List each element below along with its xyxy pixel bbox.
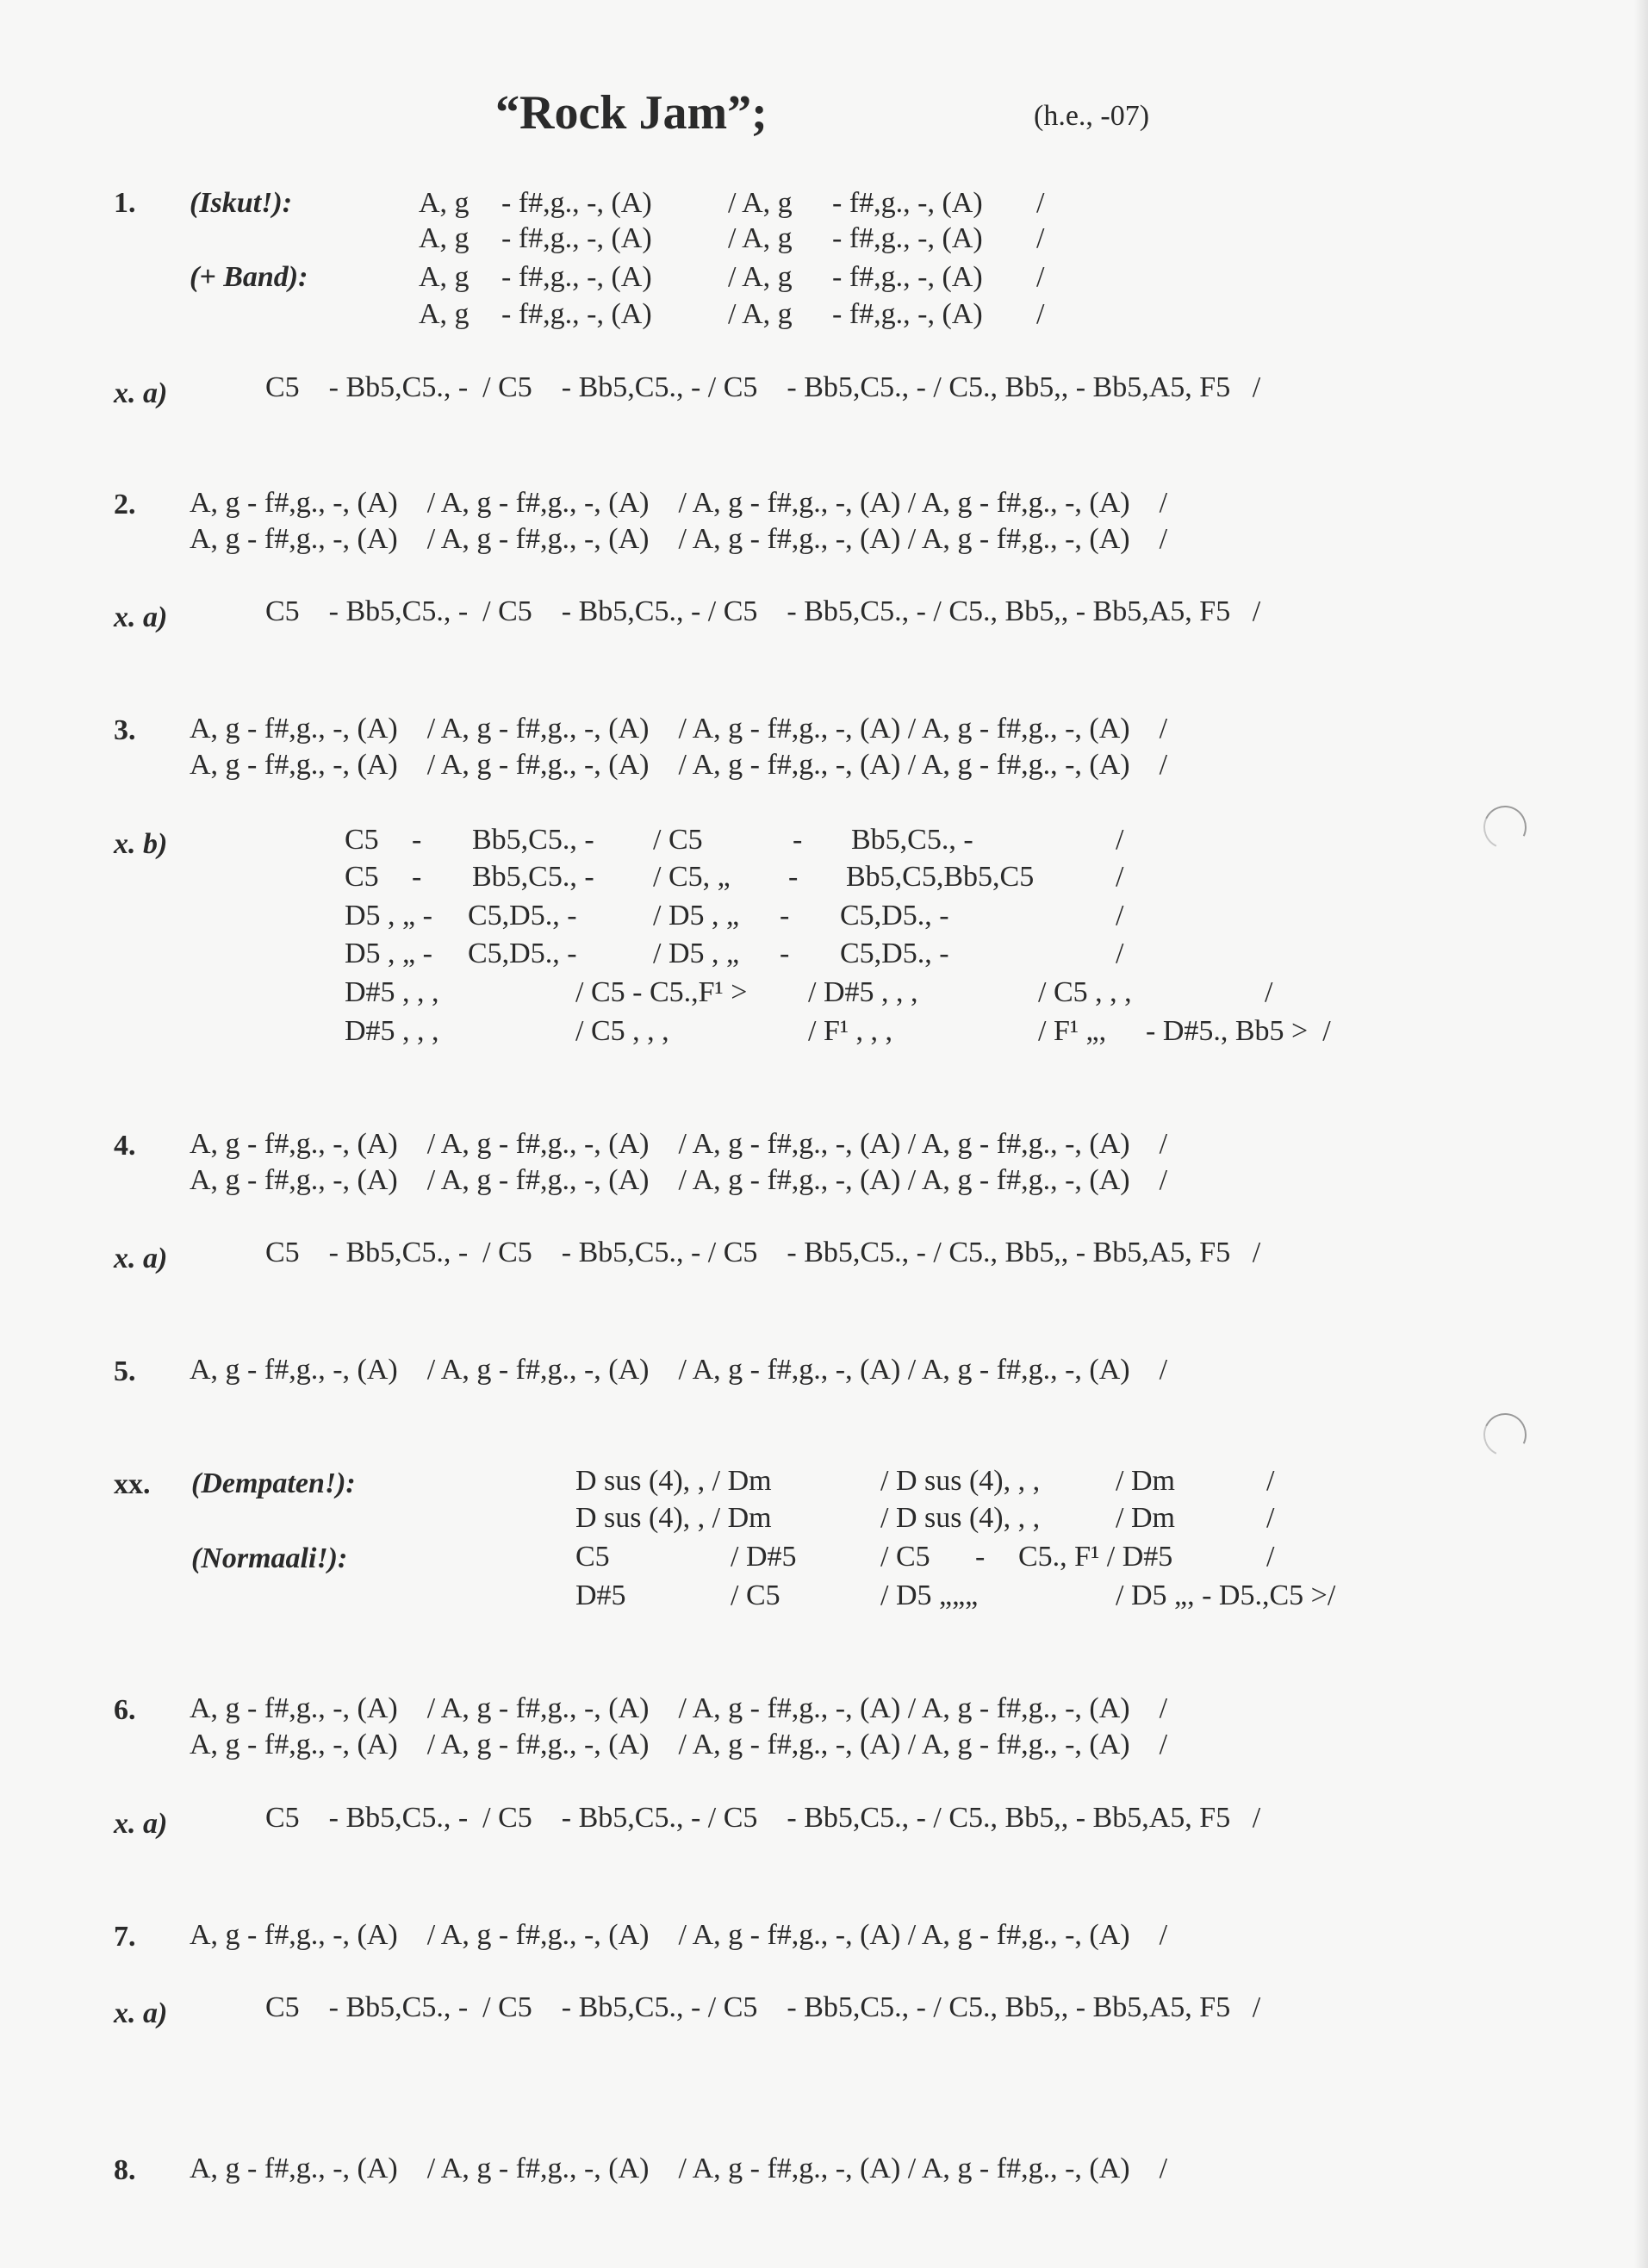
section-number-7: 7. xyxy=(114,1921,136,1953)
chord: - xyxy=(780,938,790,969)
chord: / D5 „„„ xyxy=(880,1580,979,1611)
chord: - D#5., Bb5 > / xyxy=(1146,1015,1331,1047)
chord: / A, g xyxy=(728,261,793,293)
riff-line: A, g - f#,g., -, (A) / A, g - f#,g., -, (A) / A, g - f#,g., -, (A) / A, g - f#,g., -, (A) / xyxy=(190,749,1168,781)
chord: / C5 - C5.,F¹ > xyxy=(575,976,748,1008)
chord: / F¹ „, xyxy=(1038,1015,1107,1047)
chord: D sus (4), , / Dm xyxy=(575,1465,772,1497)
xa-line: C5 - Bb5,C5., - / C5 - Bb5,C5., - / C5 - Bb5,C5., - / C5., Bb5,, - Bb5,A5, F5 / xyxy=(265,595,1261,627)
chord: / D5 „, - D5.,C5 >/ xyxy=(1116,1580,1336,1611)
chord: / D5 , „ xyxy=(653,900,740,932)
section-label-xa: x. a) xyxy=(114,1808,168,1840)
chord: A, g xyxy=(419,298,470,330)
section-number-3: 3. xyxy=(114,714,136,746)
riff-line: A, g - f#,g., -, (A) / A, g - f#,g., -, (A) / A, g - f#,g., -, (A) / A, g - f#,g., -, (A) / xyxy=(190,2153,1168,2184)
chord: C5,D5., - xyxy=(468,938,577,969)
xa-line: C5 - Bb5,C5., - / C5 - Bb5,C5., - / C5 - Bb5,C5., - / C5., Bb5,, - Bb5,A5, F5 / xyxy=(265,1991,1261,2023)
section-label-xb: x. b) xyxy=(114,828,168,860)
chord: - xyxy=(793,824,803,856)
chord: - xyxy=(788,861,799,893)
bar-line: / xyxy=(1116,938,1124,969)
chord: A, g xyxy=(419,222,470,254)
chord: / C5 xyxy=(880,1541,930,1573)
riff-line: A, g - f#,g., -, (A) / A, g - f#,g., -, (A) / A, g - f#,g., -, (A) / A, g - f#,g., -, (A) / xyxy=(190,1729,1168,1760)
punch-hole xyxy=(1477,1407,1533,1462)
chord: D sus (4), , / Dm xyxy=(575,1502,772,1534)
page-title: “Rock Jam”; xyxy=(495,86,768,140)
xa-line: C5 - Bb5,C5., - / C5 - Bb5,C5., - / C5 - Bb5,C5., - / C5., Bb5,, - Bb5,A5, F5 / xyxy=(265,371,1261,403)
chord: C5 xyxy=(345,861,379,893)
bar-line: / xyxy=(1116,900,1124,932)
chord: - xyxy=(412,824,422,856)
author-credit: (h.e., -07) xyxy=(1034,100,1150,132)
riff-line: A, g - f#,g., -, (A) / A, g - f#,g., -, (A) / A, g - f#,g., -, (A) / A, g - f#,g., -, (A) / xyxy=(190,713,1168,745)
section-number-2: 2. xyxy=(114,489,136,520)
bar-line: / xyxy=(1036,261,1045,293)
chord: / D sus (4), , , xyxy=(880,1502,1041,1534)
label-normaali: (Normaali!): xyxy=(191,1542,348,1574)
chord: / C5 xyxy=(731,1580,780,1611)
section-number-1: 1. xyxy=(114,187,136,219)
chord: - f#,g., -, (A) xyxy=(501,222,652,254)
chord: - f#,g., -, (A) xyxy=(832,222,983,254)
chord: - xyxy=(412,861,422,893)
chord: A, g xyxy=(419,261,470,293)
riff-line: A, g - f#,g., -, (A) / A, g - f#,g., -, (A) / A, g - f#,g., -, (A) / A, g - f#,g., -, (A) / xyxy=(190,1128,1168,1160)
chord: Bb5,C5., - xyxy=(851,824,973,856)
riff-line: A, g - f#,g., -, (A) / A, g - f#,g., -, (A) / A, g - f#,g., -, (A) / A, g - f#,g., -, (A) / xyxy=(190,1919,1168,1951)
section-label-xa: x. a) xyxy=(114,1243,168,1274)
riff-line: A, g - f#,g., -, (A) / A, g - f#,g., -, (A) / A, g - f#,g., -, (A) / A, g - f#,g., -, (A) / xyxy=(190,1164,1168,1196)
section-number-5: 5. xyxy=(114,1355,136,1387)
chord: / C5 xyxy=(653,824,703,856)
chord: / C5 , , , xyxy=(1038,976,1132,1008)
label-dempaten: (Dempaten!): xyxy=(191,1467,356,1499)
bar-line: / xyxy=(1036,187,1045,219)
section-label-xa: x. a) xyxy=(114,1997,168,2029)
section-number-xx: xx. xyxy=(114,1468,151,1500)
chord: - f#,g., -, (A) xyxy=(501,187,652,219)
punch-hole xyxy=(1477,800,1533,855)
chord: - f#,g., -, (A) xyxy=(501,298,652,330)
chord: - xyxy=(975,1541,986,1573)
chord: - f#,g., -, (A) xyxy=(832,187,983,219)
paper-edge-shadow xyxy=(1634,0,1648,2268)
riff-line: A, g - f#,g., -, (A) / A, g - f#,g., -, (A) / A, g - f#,g., -, (A) / A, g - f#,g., -, (A) / xyxy=(190,523,1168,555)
chord: / A, g xyxy=(728,222,793,254)
chord: / Dm xyxy=(1116,1502,1175,1534)
bar-line: / xyxy=(1036,298,1045,330)
chord: D5 , „ - xyxy=(345,900,432,932)
chord: / F¹ , , , xyxy=(808,1015,893,1047)
bar-line: / xyxy=(1036,222,1045,254)
chord: - xyxy=(780,900,790,932)
chord: / D5 , „ xyxy=(653,938,740,969)
chord: C5,D5., - xyxy=(840,900,949,932)
section-number-8: 8. xyxy=(114,2154,136,2186)
chord: - f#,g., -, (A) xyxy=(832,261,983,293)
chord: C5 xyxy=(575,1541,610,1573)
chord: D5 , „ - xyxy=(345,938,432,969)
bar-line: / xyxy=(1266,1465,1275,1497)
section-label-xa: x. a) xyxy=(114,377,168,409)
chord: D#5 , , , xyxy=(345,1015,439,1047)
chord: / D#5 xyxy=(731,1541,797,1573)
bar-line: / xyxy=(1116,861,1124,893)
chord: C5,D5., - xyxy=(468,900,577,932)
chord: / C5 , , , xyxy=(575,1015,669,1047)
bar-line: / xyxy=(1265,976,1273,1008)
chord: D#5 , , , xyxy=(345,976,439,1008)
riff-line: A, g - f#,g., -, (A) / A, g - f#,g., -, (A) / A, g - f#,g., -, (A) / A, g - f#,g., -, (A) / xyxy=(190,487,1168,519)
chord: / D sus (4), , , xyxy=(880,1465,1041,1497)
section-label-xa: x. a) xyxy=(114,601,168,633)
chord: / A, g xyxy=(728,298,793,330)
chord: Bb5,C5., - xyxy=(472,861,594,893)
chord: A, g xyxy=(419,187,470,219)
riff-line: A, g - f#,g., -, (A) / A, g - f#,g., -, (A) / A, g - f#,g., -, (A) / A, g - f#,g., -, (A) / xyxy=(190,1354,1168,1386)
xa-line: C5 - Bb5,C5., - / C5 - Bb5,C5., - / C5 - Bb5,C5., - / C5., Bb5,, - Bb5,A5, F5 / xyxy=(265,1237,1261,1268)
chord: / A, g xyxy=(728,187,793,219)
chord: C5,D5., - xyxy=(840,938,949,969)
chord: - f#,g., -, (A) xyxy=(501,261,652,293)
section-number-6: 6. xyxy=(114,1694,136,1726)
chord: - f#,g., -, (A) xyxy=(832,298,983,330)
label-iskut: (Iskut!): xyxy=(190,187,293,219)
chord: / D#5 , , , xyxy=(808,976,918,1008)
chord: / Dm xyxy=(1116,1465,1175,1497)
bar-line: / xyxy=(1266,1541,1275,1573)
chord: Bb5,C5., - xyxy=(472,824,594,856)
bar-line: / xyxy=(1116,824,1124,856)
chord: Bb5,C5,Bb5,C5 xyxy=(846,861,1035,893)
section-number-4: 4. xyxy=(114,1130,136,1162)
chord: / C5, „ xyxy=(653,861,731,893)
chord: C5 xyxy=(345,824,379,856)
label-band: (+ Band): xyxy=(190,261,308,293)
riff-line: A, g - f#,g., -, (A) / A, g - f#,g., -, (A) / A, g - f#,g., -, (A) / A, g - f#,g., -, (A) / xyxy=(190,1692,1168,1724)
xa-line: C5 - Bb5,C5., - / C5 - Bb5,C5., - / C5 - Bb5,C5., - / C5., Bb5,, - Bb5,A5, F5 / xyxy=(265,1802,1261,1834)
chord: C5., F¹ / D#5 xyxy=(1018,1541,1173,1573)
bar-line: / xyxy=(1266,1502,1275,1534)
chord: D#5 xyxy=(575,1580,626,1611)
